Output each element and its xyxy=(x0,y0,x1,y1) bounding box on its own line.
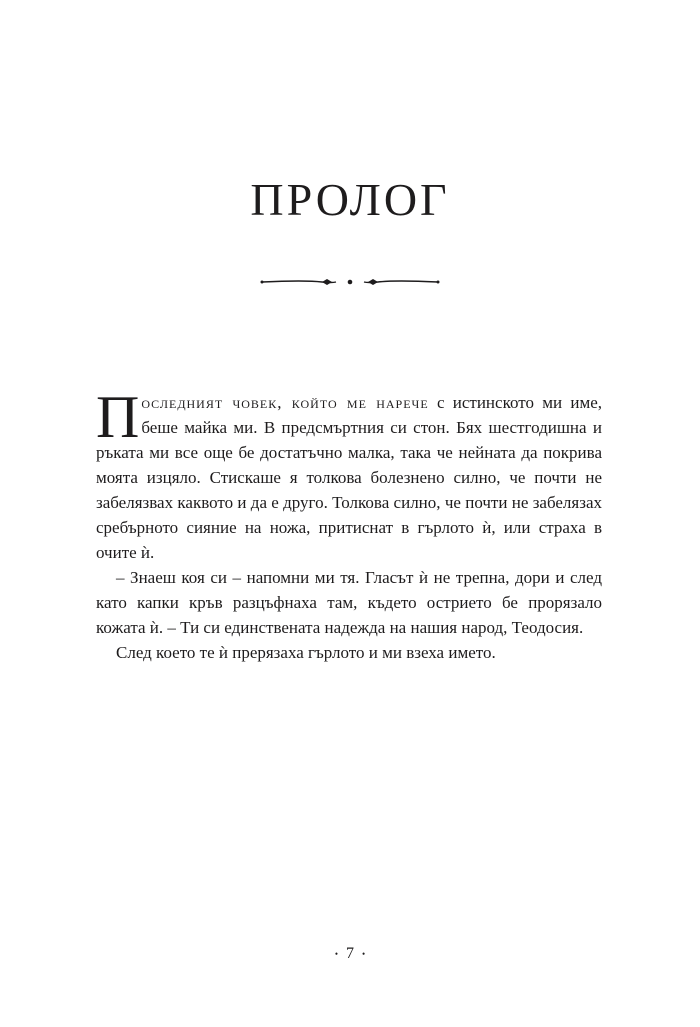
page-ornament-left: • xyxy=(334,949,338,960)
page-ornament-right: • xyxy=(362,949,366,960)
opening-smallcaps: оследният човек, който ме нарече xyxy=(141,393,429,412)
divider-center-dot xyxy=(348,280,353,285)
paragraph-2: – Знаеш коя си – напомни ми тя. Гласът ѝ не трепна, дори и след като капки кръв разцъфнаха там, където острието бе прорязало кожата ѝ. – Ти си единствената надежда на нашия народ, Теодосия. xyxy=(96,568,602,637)
paragraph-1-text: с истинското ми име, беше майка ми. В предсмъртния си стон. Бях шестгодишна и ръката ми все още бе достатъчно малка, така че нейната да покрива моята изцяло. Стискаше я толкова болезнено силно, че почти не забелязвах каквото и да е друго. Толкова силно, че почти не забелязах сребърното сияние на ножа, притиснат в гърлото ѝ, или страха в очите ѝ. xyxy=(96,393,602,562)
divider-end-right xyxy=(437,281,440,284)
page-number-value: 7 xyxy=(346,945,354,962)
page-number xyxy=(0,944,700,964)
paragraph-3: След което те ѝ прерязаха гърлото и ми взеха името. xyxy=(116,643,496,662)
ornament-divider xyxy=(260,272,440,292)
prologue-text xyxy=(96,384,602,665)
paragraph-1 xyxy=(96,384,602,565)
divider-end-left xyxy=(261,281,264,284)
divider-diamond-right xyxy=(368,279,378,285)
chapter-title: ПРОЛОГ xyxy=(250,174,450,225)
drop-cap: П xyxy=(96,384,140,450)
divider-diamond-left xyxy=(322,279,332,285)
